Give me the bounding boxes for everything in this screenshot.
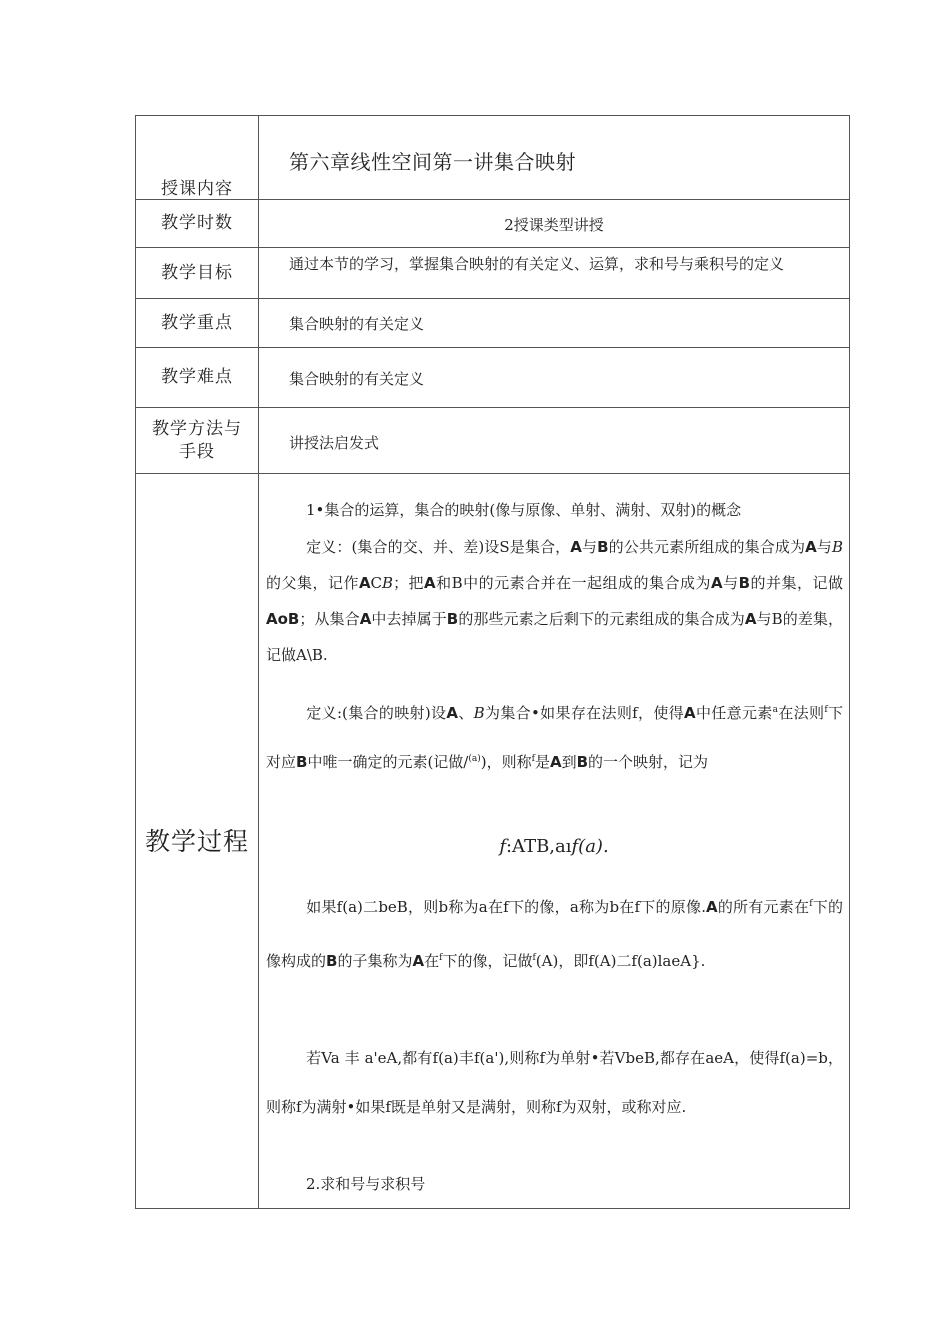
row-content <box>136 116 849 200</box>
method-value: 讲授法启发式 <box>289 434 380 452</box>
row-process <box>136 474 849 1208</box>
row-label-method: 教学方法与 手段 <box>136 408 259 473</box>
label-text: 授课内容 <box>161 179 233 199</box>
process-para-1: 1•集合的运算，集合的映射(像与原像、单射、满射、双射)的概念 <box>306 501 742 519</box>
row-label-hours: 教学时数 <box>136 200 259 247</box>
process-para-5: 若Va 丰 a'eA,都有f(a)丰f(a'),则称f为单射•若VbeB,都存在aeA，使得f(a)=b，则称f为满射•如果f既是单射又是满射，则称f为双射，或称对应. <box>266 1049 843 1116</box>
row-label-key: 教学重点 <box>136 299 259 347</box>
difficulty-value: 集合映射的有关定义 <box>289 370 425 388</box>
row-label-goal: 教学目标 <box>136 248 259 298</box>
mapping-formula: f:ATB,aıf(a). <box>499 836 609 857</box>
row-hours <box>136 200 849 248</box>
row-difficulty <box>136 348 849 408</box>
hours-value: 2授课类型讲授 <box>504 216 604 234</box>
row-value-content <box>259 116 849 199</box>
row-value-method <box>259 408 849 473</box>
process-para-6: 2.求和号与求积号 <box>306 1175 426 1193</box>
process-para-3: 定义:(集合的映射)设A、B为集合•如果存在法则f，使得A中任意元素$^a$在法则$^f$下对应B中唯一确定的元素(记做/$^{(a)}$)，则称$^f$是A到B的一个映射，记为 <box>266 704 843 771</box>
key-value: 集合映射的有关定义 <box>289 315 425 333</box>
row-label-content <box>136 116 259 199</box>
row-goal <box>136 248 849 299</box>
row-method <box>136 408 849 474</box>
lesson-title: 第六章线性空间第一讲集合映射 <box>289 150 576 174</box>
process-para-4: 如果f(a)二beB，则b称为a在f下的像，a称为b在f下的原像.A的所有元素在$^f$下的像构成的B的子集称为A在$^f$下的像，记做$^f$(A)，即f(A)二f(a)laeA}. <box>266 898 843 970</box>
lesson-plan-table <box>135 115 850 1209</box>
row-value-goal <box>259 248 849 298</box>
goal-value: 通过本节的学习，掌握集合映射的有关定义、运算，求和号与乘积号的定义 <box>289 255 785 273</box>
row-key <box>136 299 849 348</box>
process-para-2: 定义：(集合的交、并、差)设S是集合，A与B的公共元素所组成的集合成为A与B的父集，记作ACB；把A和B中的元素合并在一起组成的集合成为A与B的并集，记做AoB；从集合A中去掉属于B的那些元素之后剩下的元素组成的集合成为A与B的差集，记做A\B. <box>266 538 843 664</box>
row-value-key <box>259 299 849 347</box>
row-label-difficulty: 教学难点 <box>136 348 259 407</box>
row-label-process: 教学过程 <box>136 474 259 1208</box>
row-value-process <box>259 474 849 1208</box>
row-value-hours <box>259 200 849 247</box>
row-value-difficulty <box>259 348 849 407</box>
